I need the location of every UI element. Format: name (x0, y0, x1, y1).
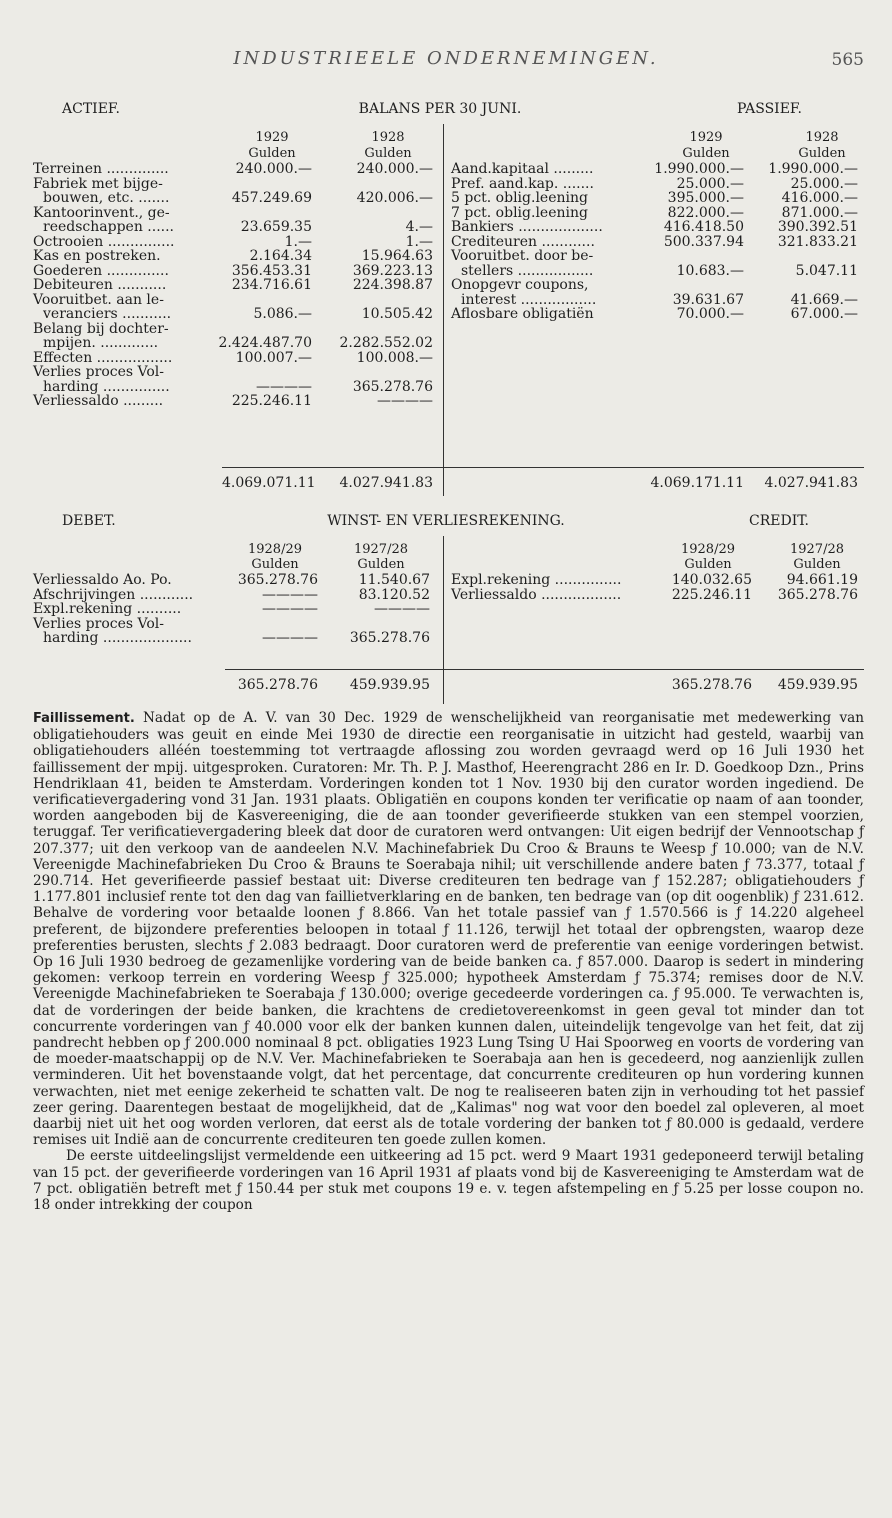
actief-title: ACTIEF. (62, 101, 120, 117)
asset-row-value-2: 4.— (405, 219, 433, 235)
credit-unit-1: Gulden (684, 557, 732, 572)
faillissement-text (33, 710, 864, 1213)
asset-row-value-1: 5.086.— (253, 306, 312, 322)
debit-year-2: 1927/28 (353, 542, 408, 557)
liab-year-1: 1929 (689, 130, 723, 145)
asset-row-value-1: 225.246.11 (231, 393, 312, 409)
asset-row-label: Debiteuren ........... (33, 277, 167, 293)
asset-row-value-2: 100.008.— (356, 349, 433, 366)
liability-row-label-cont: interest ................. (461, 291, 597, 308)
liability-row-label: Aand.kapitaal ......... (451, 161, 594, 177)
asset-row-value-2: 365.278.76 (352, 378, 433, 395)
liability-row-label: Bankiers ................... (451, 219, 603, 235)
asset-row-value-1: 100.007.— (235, 349, 312, 366)
asset-row-value-2: 420.006.— (356, 190, 433, 206)
section-lead: Faillissement. (33, 711, 135, 726)
liability-row-value-2: 390.392.51 (777, 219, 858, 235)
liability-row-value-1: 416.418.50 (663, 219, 744, 235)
asset-row-label: Verliessaldo ......... (33, 393, 164, 409)
liability-row-label: Pref. aand.kap. ....... (451, 175, 594, 192)
pl-divider (443, 536, 444, 704)
asset-row-label-cont: harding ............... (43, 378, 170, 395)
page-number: 565 (831, 50, 864, 70)
debit-year-1: 1928/29 (247, 542, 302, 557)
passief-title: PASSIEF. (737, 101, 802, 117)
liab-unit-2: Gulden (798, 146, 846, 161)
asset-row-label: Fabriek met bijge- (33, 175, 163, 192)
debit-row-label-cont: harding .................... (43, 630, 192, 646)
liability-row-value-1: 1.990.000.— (654, 161, 744, 177)
asset-row-value-1: ———— (256, 378, 312, 395)
paragraph-1-body: Nadat op de A. V. van 30 Dec. 1929 de wenschelijkheid van reorganisatie met medewerking van obligatiehouders was geuit en einde Mei 1930 de directie een reorganisatie in uitzicht had gesteld, waarbij van obligatiehouders alléén toestemming tot vertraagde aflossing zou worden gevraagd werd op 16 Juli 1930 het faillissement der mpij. uitgesproken. Curatoren: Mr. Th. P. J. Masthof, Heerengracht 286 en Ir. D. Goedkoop Dzn., Prins Hendriklaan 41, beiden te Amsterdam. Vorderingen konden tot 1 Nov. 1930 bij den curator worden ingediend. De verificatievergadering vond 31 Jan. 1931 plaats. Obligatiën en coupons konden ter verificatie op naam of aan toonder, worden aangeboden bij de Kasvereeniging, die de aan toonder geverifieerde stukken van een stempel voorzien, teruggaf. Ter verificatievergadering bleek dat door de curatoren werd ontvangen: Uit eigen bedrijf der Vennootschap ƒ 207.377; uit den verkoop van de aandeelen N.V. Machinefabriek Du Croo & Brauns te Weesp ƒ 10.000; van de N.V. Vereenigde Machinefabrieken Du Croo & Brauns te Soerabaja nihil; uit verschillende andere baten ƒ 73.377, totaal ƒ 290.714. Het geverifieerde passief bestaat uit: Diverse crediteuren ten bedrage van ƒ 152.287; obligatiehouders ƒ 1.177.801 inclusief rente tot den dag van faillietverklaring en de banken, ten bedrage van (op dit oogenblik) ƒ 231.612. Behalve de vordering voor betaalde loonen ƒ 8.866. Van het totale passief van ƒ 1.570.566 is ƒ 14.220 algeheel preferent, de bijzondere preferenties beloopen in totaal ƒ 11.126, terwijl het totaal der opbrengsten, waarop deze preferenties berusten, slechts ƒ 2.083 bedraagt. Door curatoren werd de preferentie van eenige vorderingen betwist. Op 16 Juli 1930 bedroeg de gezamenlijke vordering van de beide banken ca. ƒ 857.000. Daarop is sedert in mindering gekomen: verkoop terrein en vordering Weesp ƒ 325.000; hypotheek Amsterdam ƒ 75.374; remises door de N.V. Vereenigde Machinefabrieken te Soerabaja ƒ 130.000; overige gecedeerde vorderingen ca. ƒ 95.000. Te verwachten is, dat de vorderingen der beide banken, die krachtens de credietovereenkomst in geen geval tot minder dan tot concurrente vorderingen van ƒ 40.000 voor elk der banken kunnen dalen, uiteindelijk tengevolge van het feit, dat zij pandrecht hebben op ƒ 200.000 nominaal 8 pct. obligaties 1923 Lung Tsing U Hai Spoorweg en voorts de vordering van de moeder-maatschappij op de N.V. Ver. Machinefabrieken te Soerabaja aan hen is gecedeerd, nog aanzienlijk zullen verminderen. Uit het bovenstaande volgt, dat het percentage, dat concurrente crediteuren op hun vordering kunnen verwachten, niet met eenige zekerheid te schatten valt. De nog te realiseeren baten zijn in verhouding tot het passief zeer gering. Daarentegen bestaat de mogelijkheid, dat de „Kalimas" nog wat voor den boedel zal opleveren, al moet daarbij niet uit het oog worden verloren, dat eerst als de totale vordering der banken tot ƒ 80.000 is gedaald, verdere remises uit Indië aan de concurrente crediteuren ten goede zullen komen. (33, 710, 864, 1149)
liability-row-label: 7 pct. oblig.leening (451, 204, 588, 221)
credit-unit-2: Gulden (793, 557, 841, 572)
debit-unit-1: Gulden (251, 557, 299, 572)
liab-total-1: 4.069.171.11 (650, 475, 744, 491)
liab-total-2: 4.027.941.83 (764, 475, 858, 491)
liability-row-value-1: 500.337.94 (663, 233, 744, 250)
liability-row-value-2: 5.047.11 (795, 262, 858, 279)
debit-row-label: Expl.rekening .......... (33, 601, 182, 617)
debit-total-1: 365.278.76 (237, 677, 318, 693)
liability-row-value-1: 70.000.— (676, 306, 744, 322)
asset-row-value-1: 356.453.31 (231, 262, 312, 279)
liability-row-value-2: 416.000.— (781, 190, 858, 206)
debit-row-value-2: 11.540.67 (358, 572, 430, 588)
asset-row-value-1: 234.716.61 (231, 277, 312, 293)
credit-year-1: 1928/29 (680, 542, 735, 557)
balance-divider (443, 124, 444, 496)
debit-total-2: 459.939.95 (349, 677, 430, 693)
liability-row-label: Vooruitbet. door be- (451, 248, 594, 264)
liab-unit-1: Gulden (682, 146, 730, 161)
asset-row-value-1: 457.249.69 (231, 190, 312, 206)
asset-row-value-2: 15.964.63 (361, 248, 433, 264)
asset-row-label-cont: reedschappen ...... (43, 219, 174, 235)
debit-row-value-2: ———— (374, 601, 430, 617)
debit-row-value-2: 365.278.76 (349, 630, 430, 646)
debit-row-label: Verlies proces Vol- (33, 615, 164, 632)
credit-row-value-2: 94.661.19 (786, 572, 858, 588)
debit-unit-2: Gulden (357, 557, 405, 572)
asset-year-1: 1929 (255, 130, 289, 145)
asset-row-value-2: 240.000.— (356, 161, 433, 177)
asset-row-value-1: 2.424.487.70 (218, 335, 312, 351)
asset-row-value-2: ———— (377, 393, 433, 409)
liab-year-2: 1928 (805, 130, 839, 145)
asset-total-2: 4.027.941.83 (339, 475, 433, 491)
credit-title: CREDIT. (749, 513, 809, 529)
credit-row-label: Expl.rekening ............... (451, 572, 622, 588)
asset-row-value-1: 2.164.34 (249, 248, 312, 264)
credit-row-value-1: 225.246.11 (671, 586, 752, 603)
debit-row-value-1: 365.278.76 (237, 572, 318, 588)
asset-row-label: Goederen .............. (33, 262, 169, 279)
balance-title: BALANS PER 30 JUNI. (358, 101, 522, 117)
liability-row-value-2: 41.669.— (790, 291, 858, 308)
asset-row-label-cont: veranciers ........... (43, 306, 172, 322)
liability-row-value-2: 1.990.000.— (768, 161, 858, 177)
asset-row-value-2: 1.— (405, 233, 433, 250)
paragraph-2: De eerste uitdeelingslijst vermeldende een uitkeering ad 15 pct. werd 9 Maart 1931 gedeponeerd terwijl betaling van 15 pct. der geverifieerde vorderingen van 16 April 1931 af plaats vond bij de Kasvereeniging te Amsterdam wat de 7 pct. obligatiën betreft met ƒ 150.44 per stuk met coupons 19 e. v. tegen afstempeling en ƒ 5.25 per losse coupon no. 18 onder intrekking der coupon (33, 1148, 864, 1214)
liability-row-value-1: 39.631.67 (672, 291, 744, 308)
asset-row-label: Kantoorinvent., ge- (33, 204, 170, 221)
liability-row-value-2: 67.000.— (790, 306, 858, 322)
asset-year-2: 1928 (371, 130, 405, 145)
asset-unit-1: Gulden (248, 146, 296, 161)
liability-row-value-1: 10.683.— (676, 262, 744, 279)
asset-row-value-2: 224.398.87 (352, 277, 433, 293)
credit-row-value-1: 140.032.65 (671, 572, 752, 588)
asset-row-value-1: 1.— (284, 233, 312, 250)
running-title: INDUSTRIEELE ONDERNEMINGEN. (233, 48, 659, 69)
asset-unit-2: Gulden (364, 146, 412, 161)
paragraph-1 (33, 710, 864, 1148)
asset-row-value-2: 10.505.42 (361, 306, 433, 322)
debit-row-label: Verliessaldo Ao. Po. (33, 572, 172, 588)
asset-row-label: Belang bij dochter- (33, 320, 169, 337)
asset-row-value-1: 23.659.35 (240, 219, 312, 235)
liability-row-value-1: 25.000.— (676, 175, 744, 192)
asset-row-label: Effecten ................. (33, 349, 173, 366)
debit-row-value-1: ———— (262, 601, 318, 617)
balance-total-rule (222, 467, 864, 468)
liability-row-value-2: 321.833.21 (777, 233, 858, 250)
asset-row-value-2: 2.282.552.02 (339, 335, 433, 351)
credit-total-2: 459.939.95 (777, 677, 858, 693)
liability-row-label: Crediteuren ............ (451, 233, 595, 250)
credit-row-label: Verliessaldo .................. (451, 586, 622, 603)
pl-title: WINST- EN VERLIESREKENING. (327, 513, 565, 529)
debit-row-value-1: ———— (262, 586, 318, 603)
debit-row-label: Afschrijvingen ............ (33, 586, 194, 603)
liability-row-value-2: 25.000.— (790, 175, 858, 192)
liability-row-value-1: 395.000.— (667, 190, 744, 206)
credit-total-1: 365.278.76 (671, 677, 752, 693)
asset-row-label: Vooruitbet. aan le- (33, 291, 164, 308)
asset-row-label-cont: bouwen, etc. ....... (43, 190, 170, 206)
liability-row-label-cont: stellers ................. (461, 262, 594, 279)
asset-row-value-1: 240.000.— (235, 161, 312, 177)
asset-row-label: Verlies proces Vol- (33, 364, 164, 380)
page-header (0, 48, 892, 76)
liability-row-value-1: 822.000.— (667, 204, 744, 221)
liability-row-label: Onopgevr coupons, (451, 277, 589, 293)
debet-title: DEBET. (62, 513, 116, 529)
asset-row-label: Terreinen .............. (33, 161, 169, 177)
asset-row-label: Octrooien ............... (33, 233, 175, 250)
credit-row-value-2: 365.278.76 (777, 586, 858, 603)
asset-row-label-cont: mpijen. ............. (43, 335, 159, 351)
liability-row-label: 5 pct. oblig.leening (451, 190, 588, 206)
credit-year-2: 1927/28 (789, 542, 844, 557)
asset-total-1: 4.069.071.11 (222, 475, 316, 491)
debit-row-value-2: 83.120.52 (358, 586, 430, 603)
liability-row-label: Aflosbare obligatiën (451, 306, 594, 322)
debit-row-value-1: ———— (262, 630, 318, 646)
asset-row-value-2: 369.223.13 (352, 262, 433, 279)
liability-row-value-2: 871.000.— (781, 204, 858, 221)
pl-total-rule (225, 669, 864, 670)
asset-row-label: Kas en postreken. (33, 248, 161, 264)
